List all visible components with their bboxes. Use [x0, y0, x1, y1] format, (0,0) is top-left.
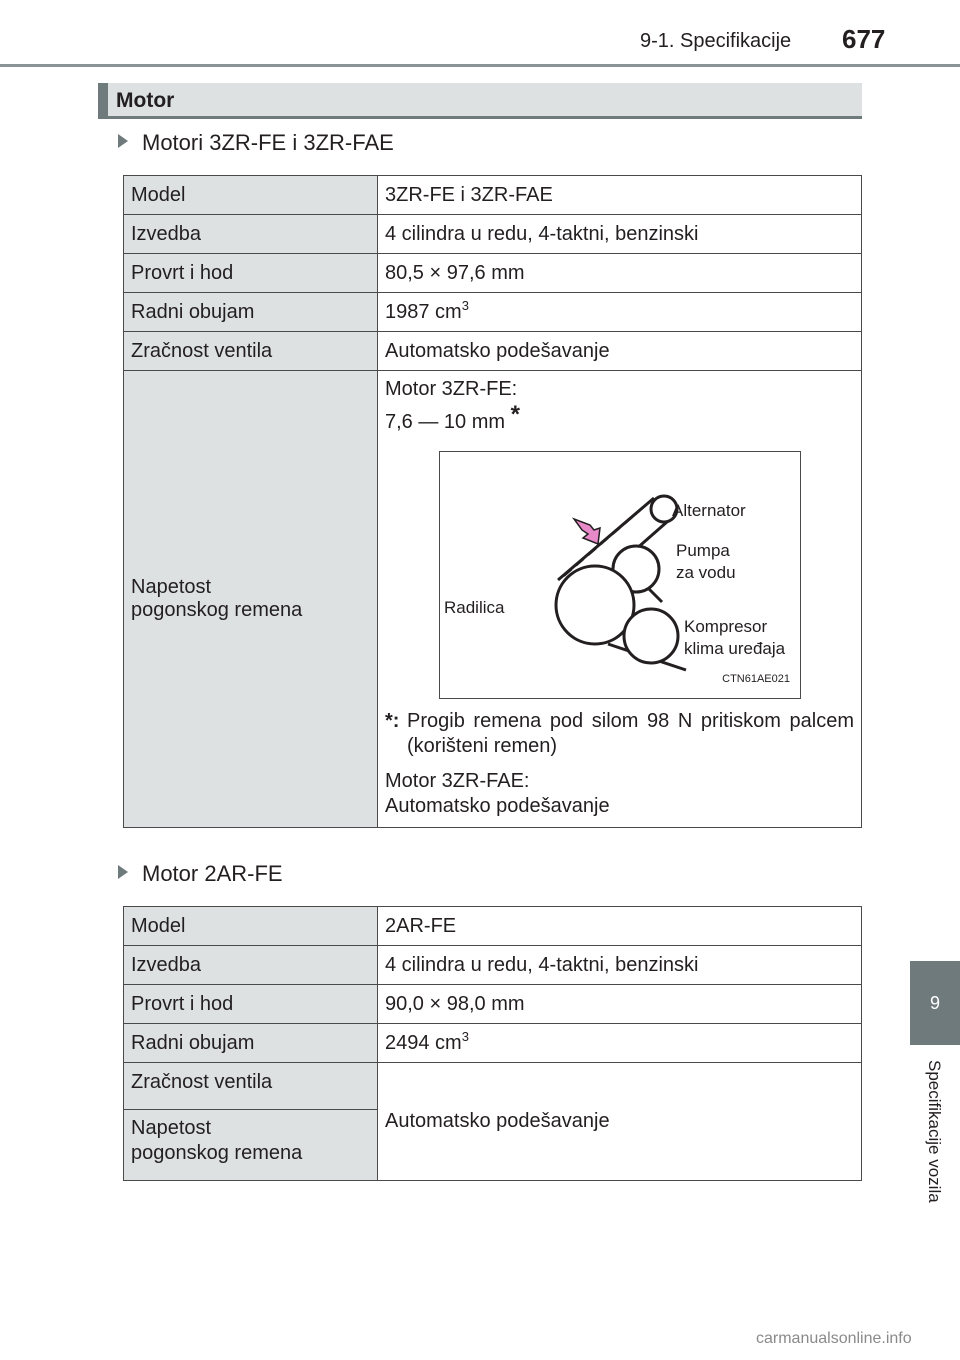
spec-key — [124, 1110, 378, 1181]
alternator-label: Alternator — [672, 501, 746, 520]
spec-value-merged: Automatsko podešavanje — [378, 1063, 862, 1181]
header-section-title: 9-1. Specifikacije — [640, 30, 792, 52]
table-row — [124, 332, 862, 371]
engine1-spec-table — [123, 175, 862, 828]
displacement-value: 1987 cm — [385, 300, 462, 323]
triangle-bullet-icon — [118, 134, 128, 148]
spec-value: 2AR-FE — [378, 907, 862, 946]
asterisk-marker: * — [510, 401, 520, 428]
table-row — [124, 254, 862, 293]
table-row — [124, 907, 862, 946]
superscript: 3 — [461, 1028, 469, 1044]
compressor-label — [684, 616, 785, 660]
crankshaft-pulley — [556, 566, 634, 644]
engine2-heading-text: Motor 2AR-FE — [142, 861, 283, 886]
page-number: 677 — [842, 24, 886, 54]
spec-key: Izvedba — [124, 215, 378, 254]
fae-value: Automatsko podešavanje — [385, 795, 610, 817]
chapter-tab-label: Specifikacije vozila — [925, 1060, 944, 1203]
chapter-tab: 9 — [910, 961, 960, 1045]
spec-value: 80,5 × 97,6 mm — [378, 254, 862, 293]
spec-key: Zračnost ventila — [124, 332, 378, 371]
table-row — [124, 1024, 862, 1063]
spec-value — [378, 1024, 862, 1063]
fe-label: Motor 3ZR-FE: — [385, 378, 518, 400]
water-pump-label-line2: za vodu — [676, 563, 736, 582]
fae-label: Motor 3ZR-FAE: — [385, 770, 530, 792]
spec-value: 4 cilindra u redu, 4-taktni, benzinski — [378, 946, 862, 985]
push-arrow-icon — [574, 519, 600, 544]
table-row-belt — [124, 371, 862, 828]
header-divider — [0, 64, 960, 67]
spec-key: Izvedba — [124, 946, 378, 985]
engine1-heading — [118, 130, 394, 156]
table-row — [124, 293, 862, 332]
engine2-spec-table — [123, 906, 862, 1181]
spec-value: 3ZR-FE i 3ZR-FAE — [378, 176, 862, 215]
water-pump-label — [676, 540, 736, 584]
spec-key: Radni obujam — [124, 1024, 378, 1063]
compressor-label-line1: Kompresor — [684, 617, 768, 636]
superscript: 3 — [461, 297, 469, 313]
spec-value: 90,0 × 98,0 mm — [378, 985, 862, 1024]
belt-key-line1: Napetost — [131, 1117, 212, 1139]
water-pump-label-line1: Pumpa — [676, 541, 730, 560]
spec-key: Provrt i hod — [124, 985, 378, 1024]
displacement-value: 2494 cm — [385, 1031, 462, 1054]
section-header — [98, 83, 862, 119]
spec-key: Provrt i hod — [124, 254, 378, 293]
spec-key: Radni obujam — [124, 293, 378, 332]
table-row — [124, 985, 862, 1024]
compressor-pulley — [624, 609, 678, 663]
table-row — [124, 176, 862, 215]
watermark: carmanualsonline.info — [756, 1330, 912, 1347]
belt-key-line2: pogonskog remena — [131, 599, 303, 621]
compressor-label-line2: klima uređaja — [684, 639, 786, 658]
belt-key-line1: Napetost — [131, 576, 212, 598]
figure-code: CTN61AE021 — [722, 673, 790, 685]
table-row — [124, 1063, 862, 1110]
engine1-heading-text: Motori 3ZR-FE i 3ZR-FAE — [142, 130, 394, 155]
fe-value: 7,6 — 10 mm — [385, 411, 506, 433]
belt-diagram — [439, 451, 801, 699]
spec-key: Model — [124, 907, 378, 946]
table-row — [124, 946, 862, 985]
triangle-bullet-icon — [118, 865, 128, 879]
section-title: Motor — [116, 89, 175, 112]
footnote-marker: *: — [385, 710, 400, 732]
spec-key: Model — [124, 176, 378, 215]
spec-value: 4 cilindra u redu, 4-taktni, benzinski — [378, 215, 862, 254]
spec-value — [378, 293, 862, 332]
section-accent — [98, 83, 108, 116]
belt-key-line2: pogonskog remena — [131, 1142, 303, 1164]
spec-key: Zračnost ventila — [124, 1063, 378, 1110]
belt-value-cell — [378, 371, 862, 828]
table-row — [124, 215, 862, 254]
crankshaft-label: Radilica — [444, 598, 505, 617]
footnote-text: Progib remena pod silom 98 N pritiskom palcem (korišteni remen) — [407, 710, 854, 757]
spec-key — [124, 371, 378, 828]
engine2-heading — [118, 861, 283, 887]
fe-value-line — [385, 402, 854, 435]
spec-value: Automatsko podešavanje — [378, 332, 862, 371]
footnote — [385, 709, 854, 759]
belt-diagram-svg — [440, 452, 800, 698]
